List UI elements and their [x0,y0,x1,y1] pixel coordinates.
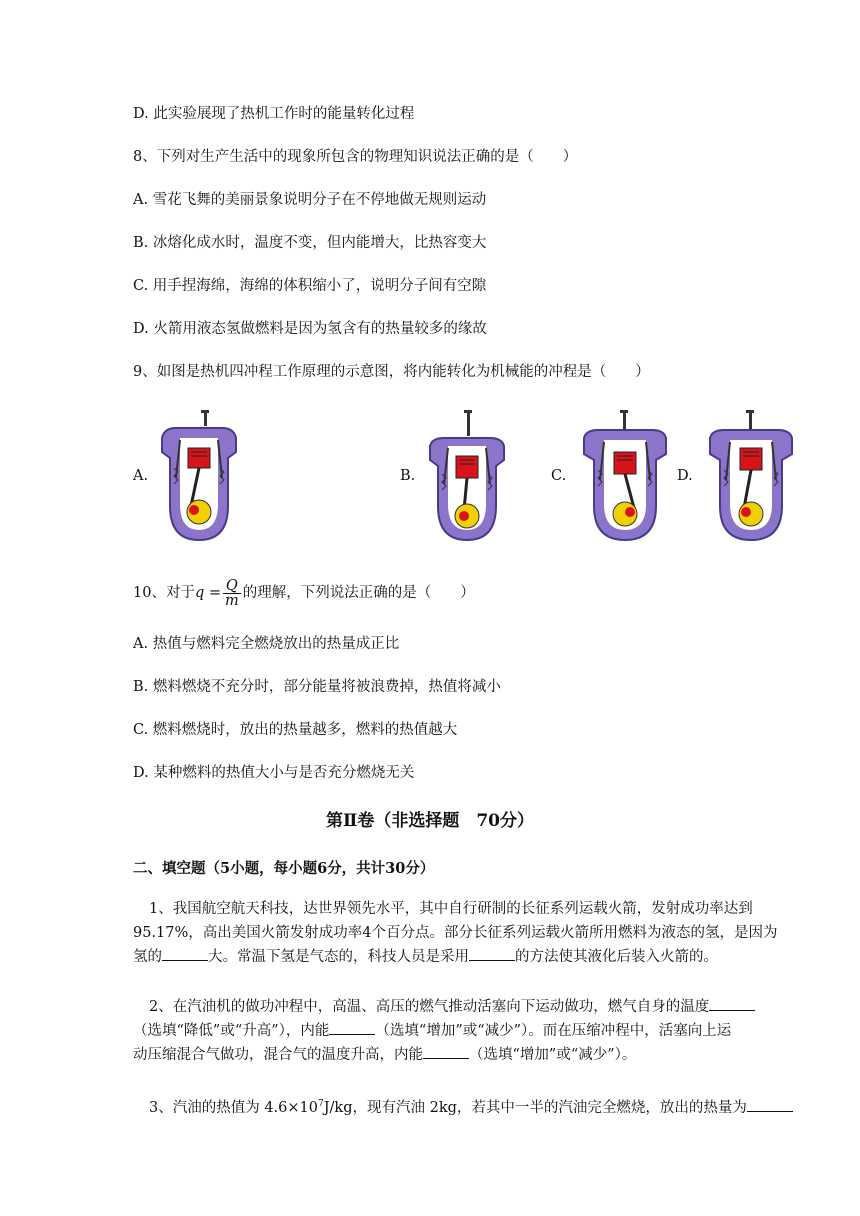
q10-option-b: B. 燃料燃烧不充分时，部分能量将被浪费掉，热值将减小 [133,679,501,695]
fill2-line3 [133,1043,803,1067]
fill2-blank-2 [329,1020,375,1035]
engine-diagram-a [156,408,242,546]
fill2-line1 [133,995,803,1019]
fill2-line3a: 动压缩混合气做功，混合气的温度升高，内能 [133,1047,423,1063]
fill1-line3b: 大。常温下氢是气态的，科技人员是采用 [208,949,469,965]
q8-option-b: B. 冰熔化成水时，温度不变，但内能增大，比热容变大 [133,235,487,251]
fill3-blank-1 [747,1097,793,1112]
q10-formula-fraction [223,579,241,608]
fill1-line3c: 的方法使其液化后装入火箭的。 [515,949,718,965]
part2-title: 第Ⅱ卷（非选择题 70分） [326,811,534,831]
q8-option-a: A. 雪花飞舞的美丽景象说明分子在不停地做无规则运动 [133,192,487,208]
fill2-blank-3 [423,1044,469,1059]
fill2-line2a: （选填“降低”或“升高”），内能 [133,1023,330,1039]
engine-diagram-b [424,408,510,546]
q10-option-a: A. 热值与燃料完全燃烧放出的热量成正比 [133,636,400,652]
q10-option-c: C. 燃料燃烧时，放出的热量越多，燃料的热值越大 [133,722,458,738]
fill3-part-b: J/kg，现有汽油 2kg，若其中一半的汽油完全燃烧，放出的热量为 [323,1099,747,1116]
fill2-line2b: （选填“增加”或“减少”）。而在压缩冲程中，活塞向上运 [375,1023,732,1039]
fill1-line2: 95.17%，高出美国火箭发射成功率4个百分点。部分长征系列运载火箭所用燃料为液态的氢，是因为 [133,925,778,941]
fill3-question [133,1092,803,1120]
q10-option-d: D. 某种燃料的热值大小与是否充分燃烧无关 [133,765,415,781]
fill2-line1a: 2、在汽油机的做功冲程中，高温、高压的燃气推动活塞向下运动做功，燃气自身的温度 [149,999,710,1015]
q10-stem-pre: 10、对于 [133,585,195,601]
engine-diagram-c [580,408,670,546]
fill1-line3a: 氢的 [133,949,162,965]
q10-stem-post: 的理解，下列说法正确的是（ ） [242,585,475,601]
fill1-question [133,897,803,969]
fill2-blank-1 [709,996,755,1011]
q8-option-c: C. 用手捏海绵，海绵的体积缩小了，说明分子间有空隙 [133,278,487,294]
q9-label-a: A. [133,468,149,484]
q9-stem: 9、如图是热机四冲程工作原理的示意图，将内能转化为机械能的冲程是（ ） [133,364,650,380]
fill2-line2 [133,1019,803,1043]
q8-stem: 8、下列对生产生活中的现象所包含的物理知识说法正确的是（ ） [133,149,578,165]
fill1-blank-2 [469,946,515,961]
fill1-line3 [133,945,803,969]
fill2-question [133,995,803,1067]
q9-label-d: D. [677,468,693,484]
engine-diagram-d [706,408,796,546]
q9-label-b: B. [400,468,416,484]
q10-formula-numerator: Q [223,579,241,594]
fill2-line3b: （选填“增加”或“减少”）。 [469,1047,637,1063]
q9-label-c: C. [551,468,567,484]
q10-formula-lhs: q = [194,585,221,601]
fill1-blank-1 [162,946,208,961]
q10-stem [133,578,475,608]
q8-option-d: D. 火箭用液态氢做燃料是因为氢含有的热量较多的缘故 [133,321,487,337]
fill-section-heading: 二、填空题（5小题，每小题6分，共计30分） [133,860,435,877]
fill3-part-a: 3、汽油的热值为 4.6×10 [149,1099,318,1116]
fill3-line1 [133,1092,803,1120]
fill3-exponent: 7 [318,1099,324,1109]
fill1-line1: 1、我国航空航天科技，达世界领先水平，其中自行研制的长征系列运载火箭，发射成功率达到 [149,901,753,917]
q10-formula-denominator: m [225,592,239,609]
q7-option-d: D. 此实验展现了热机工作时的能量转化过程 [133,106,415,122]
